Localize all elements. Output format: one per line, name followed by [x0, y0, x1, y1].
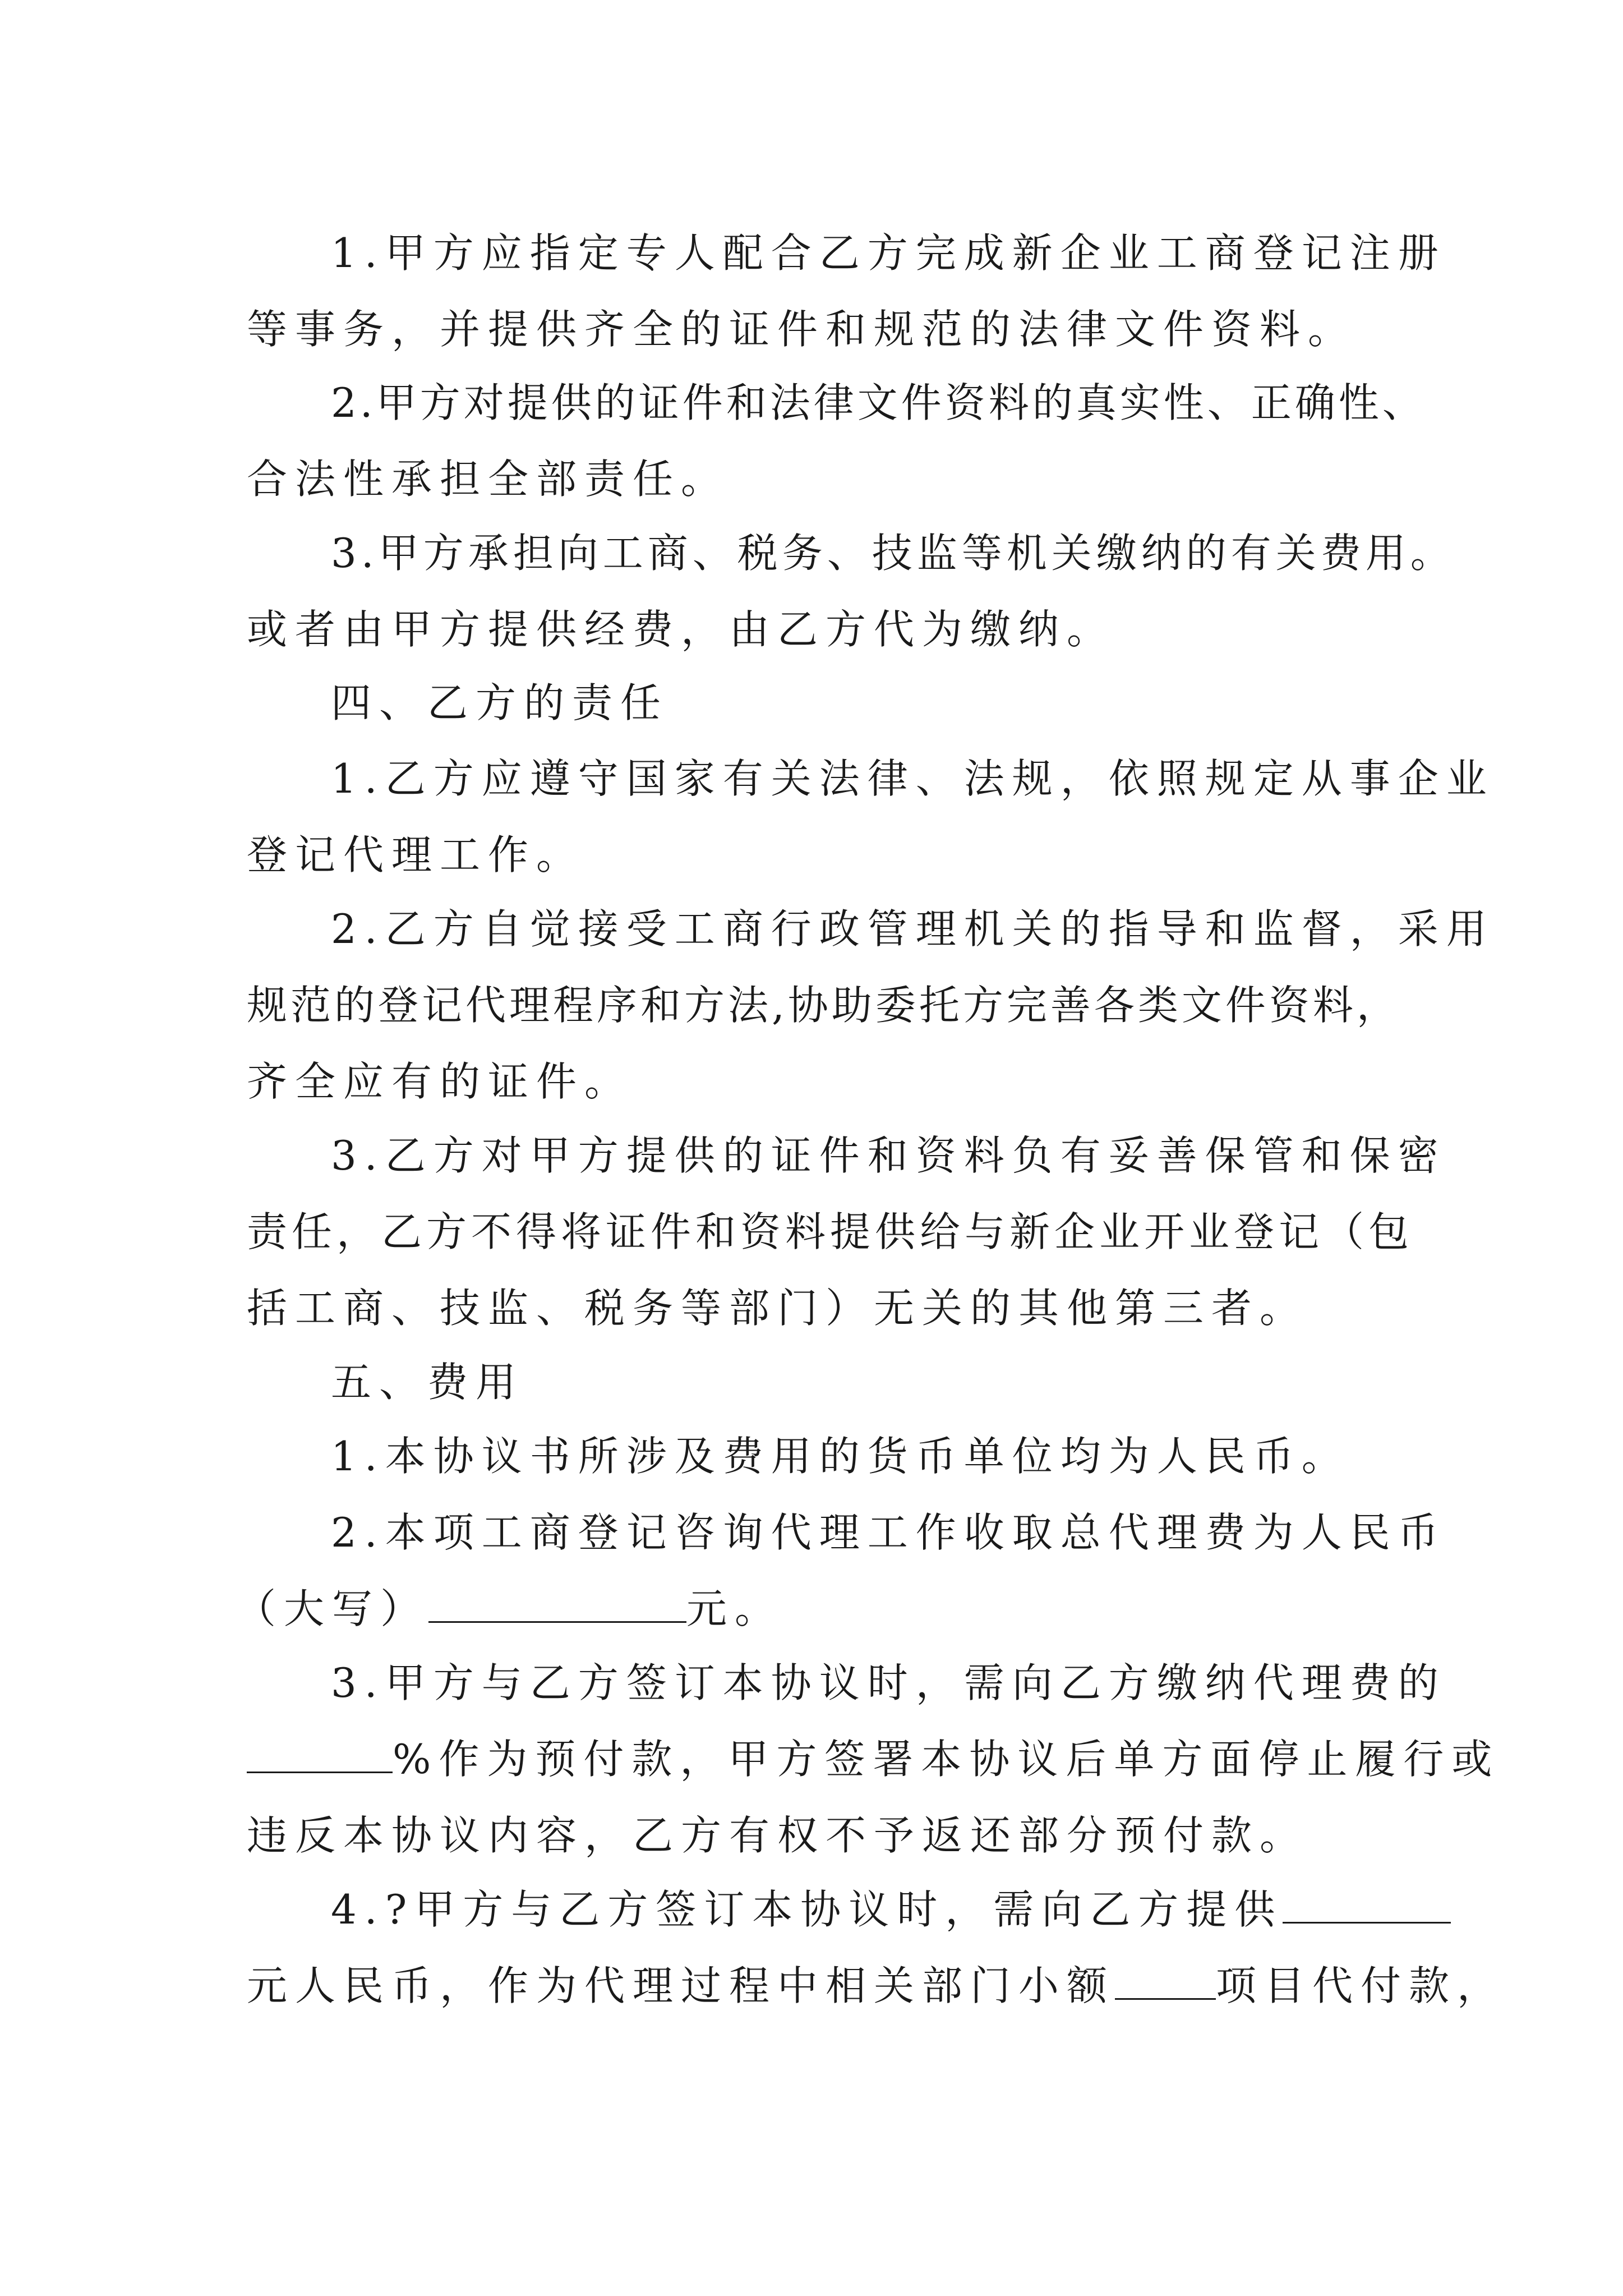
clause-a-3-cont: [247, 591, 1402, 668]
clause-b-3: [247, 1117, 1446, 1194]
item-blank[interactable]: [1115, 1964, 1216, 2000]
text-line: 登记代理工作。: [247, 831, 585, 878]
fee-clause-4: [247, 1871, 1402, 1948]
clause-b-1-cont: [247, 817, 1402, 893]
fee-clause-3-cont: [247, 1721, 1500, 1797]
text-line: 括工商、技监、税务等部门）无关的其他第三者。: [247, 1285, 1308, 1332]
clause-a-1: [247, 215, 1446, 291]
clause-a-1-cont: [247, 291, 1402, 367]
clause-a-2: [247, 365, 1426, 441]
heading-text: 五、费用: [331, 1359, 524, 1406]
deposit-amount-blank[interactable]: [1283, 1888, 1451, 1924]
text-line: 元人民币，作为代理过程中相关部门小额: [247, 1962, 1115, 2009]
section-heading-4: [247, 665, 1402, 741]
amount-blank[interactable]: [428, 1588, 686, 1623]
fee-clause-2-cont: [236, 1571, 1391, 1647]
clause-b-3-cont2: [247, 1270, 1402, 1346]
fee-clause-4-cont: [247, 1948, 1506, 2024]
text-line: 规范的登记代理程序和方法,协助委托方完善各类文件资料，: [247, 982, 1400, 1029]
fee-clause-1: [247, 1418, 1402, 1494]
clause-b-2: [247, 891, 1495, 967]
text-line: %作为预付款，甲方签署本协议后单方面停止履行或: [393, 1736, 1500, 1783]
fee-clause-2: [247, 1494, 1446, 1571]
text-line: 4.?甲方与乙方签订本协议时，需向乙方提供: [331, 1886, 1283, 1933]
text-line: 1.本协议书所涉及费用的货币单位均为人民币。: [331, 1433, 1350, 1480]
percent-blank[interactable]: [247, 1738, 393, 1773]
text-line: 或者由甲方提供经费，由乙方代为缴纳。: [247, 606, 1115, 653]
clause-b-2-cont: [247, 967, 1402, 1043]
clause-a-3: [247, 515, 1455, 591]
heading-text: 四、乙方的责任: [331, 679, 669, 726]
text-line: 3.甲方承担向工商、税务、技监等机关缴纳的有关费用。: [331, 530, 1455, 577]
text-line: 2.乙方自觉接受工商行政管理机关的指导和监督，采用: [331, 905, 1495, 953]
amount-label: （大写）: [236, 1585, 429, 1632]
clause-a-2-cont: [247, 441, 1402, 517]
text-line: 3.乙方对甲方提供的证件和资料负有妥善保管和保密: [331, 1132, 1446, 1179]
text-line: 合法性承担全部责任。: [247, 455, 730, 503]
clause-b-1: [247, 740, 1495, 817]
text-line: 3.甲方与乙方签订本协议时，需向乙方缴纳代理费的: [331, 1659, 1446, 1706]
text-line: 违反本协议内容，乙方有权不予返还部分预付款。: [247, 1812, 1308, 1859]
clause-b-3-cont: [247, 1194, 1414, 1270]
text-line: 等事务，并提供齐全的证件和规范的法律文件资料。: [247, 306, 1357, 353]
clause-b-2-cont2: [247, 1043, 1402, 1120]
text-line: 1.甲方应指定专人配合乙方完成新企业工商登记注册: [331, 229, 1446, 277]
text-line: 责任，乙方不得将证件和资料提供给与新企业开业登记（包: [247, 1208, 1414, 1255]
text-line: 齐全应有的证件。: [247, 1058, 633, 1105]
fee-clause-3: [247, 1645, 1446, 1721]
text-line: 2.本项工商登记咨询代理工作收取总代理费为人民币: [331, 1509, 1446, 1556]
section-heading-5: [247, 1344, 1402, 1420]
text-line: 1.乙方应遵守国家有关法律、法规，依照规定从事企业: [331, 755, 1495, 802]
currency-unit: 元。: [686, 1585, 783, 1632]
text-line: 项目代付款，: [1216, 1962, 1506, 2009]
text-line: 2.甲方对提供的证件和法律文件资料的真实性、正确性、: [331, 379, 1426, 426]
fee-clause-3-cont2: [247, 1797, 1402, 1874]
